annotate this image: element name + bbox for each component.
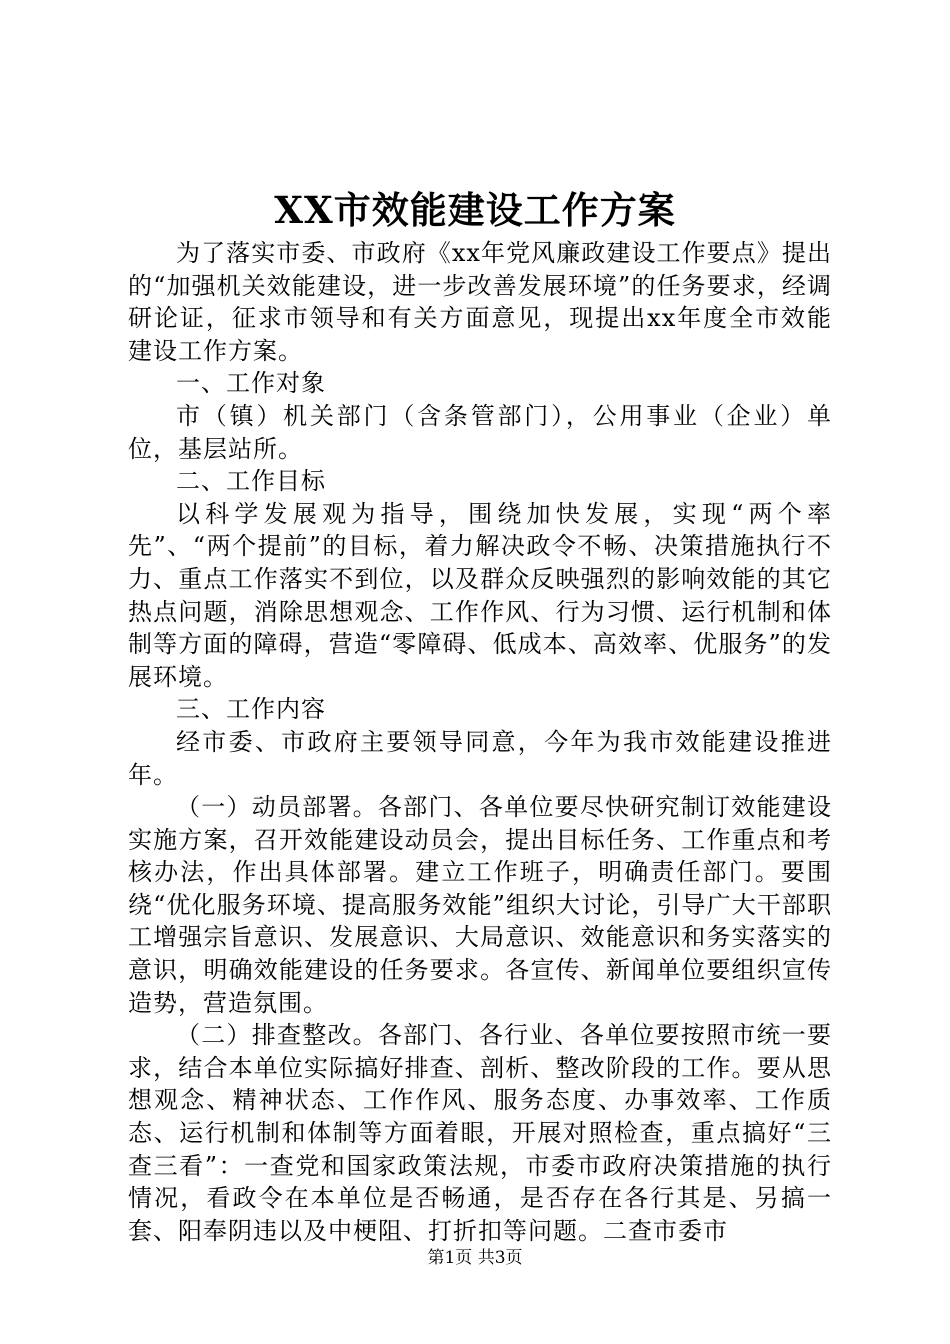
page-footer: 第1页 共3页: [427, 1248, 523, 1268]
mobilization-paragraph: （一）动员部署。各部门、各单位要尽快研究制订效能建设实施方案，召开效能建设动员会，提出目标任务、工作重点和考核办法，作出具体部署。建立工作班子，明确责任部门。要围绕“优化服务环境、提高服务效能”组织大讨论，引导广大干部职工增强宗旨意识、发展意识、大局意识、效能意识和务实落实的意识，明确效能建设的任务要求。各宣传、新闻单位要组织宣传造势，营造氛围。: [128, 793, 832, 1017]
document-body: [128, 237, 832, 1247]
section-heading-work-goals: 二、工作目标: [176, 467, 326, 496]
inspection-paragraph: （二）排查整改。各部门、各行业、各单位要按照市统一要求，结合本单位实际搞好排查、剖析、整改阶段的工作。要从思想观念、精神状态、工作作风、服务态度、办事效率、工作质态、运行机制和体制等方面着眼，开展对照检查，重点搞好“三查三看”：一查党和国家政策法规，市委市政府决策措施的执行情况，看政令在本单位是否畅通，是否存在各行其是、另搞一套、阳奉阴违以及中梗阻、打折扣等问题。二查市委市: [128, 1021, 832, 1245]
work-content-paragraph: 经市委、市政府主要领导同意，今年为我市效能建设推进年。: [128, 727, 832, 789]
document-title: XX市效能建设工作方案: [274, 188, 676, 232]
work-goals-paragraph: 以科学发展观为指导，围绕加快发展，实现“两个率先”、“两个提前”的目标，着力解决政令不畅、决策措施执行不力、重点工作落实不到位，以及群众反映强烈的影响效能的其它热点问题，消除思想观念、工作作风、行为习惯、运行机制和体制等方面的障碍，营造“零障碍、低成本、高效率、优服务”的发展环境。: [128, 499, 832, 691]
section-heading-work-targets: 一、工作对象: [176, 369, 326, 398]
work-targets-paragraph: 市（镇）机关部门（含条管部门），公用事业（企业）单位，基层站所。: [128, 401, 832, 463]
section-heading-work-content: 三、工作内容: [176, 695, 326, 724]
intro-paragraph: 为了落实市委、市政府《xx年党风廉政建设工作要点》提出的“加强机关效能建设，进一步改善发展环境”的任务要求，经调研论证，征求市领导和有关方面意见，现提出xx年度全市效能建设工作方案。: [128, 239, 832, 365]
